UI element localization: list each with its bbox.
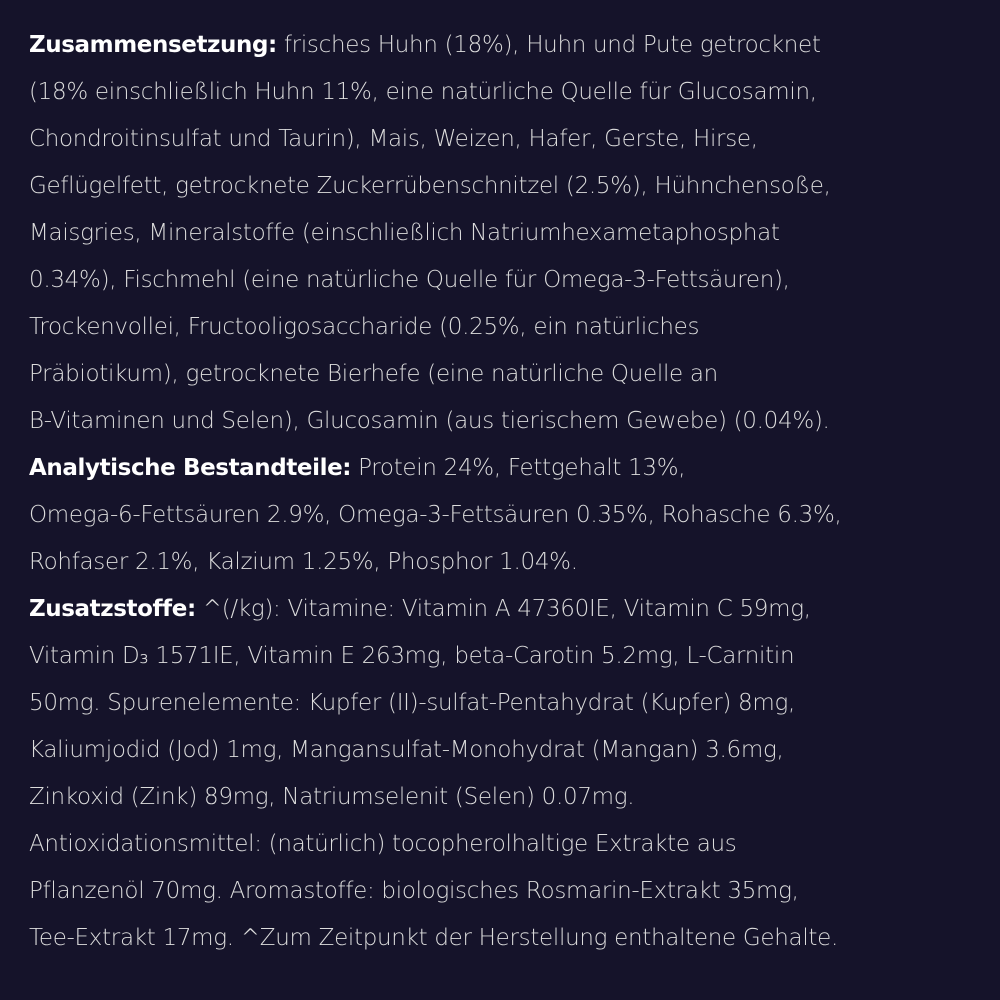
composition-label: Zusammensetzung:: [29, 32, 277, 58]
analytical-line-2: Omega-6-Fettsäuren 2.9%, Omega-3-Fettsäuren 0.35%, Rohasche 6.3%,: [29, 502, 842, 528]
analytical-section: [29, 445, 980, 586]
composition-line-6: 0.34%), Fischmehl (eine natürliche Quelle für Omega-3-Fettsäuren),: [29, 267, 790, 293]
composition-line-1: [29, 22, 980, 69]
composition-line-5: Maisgries, Mineralstoffe (einschließlich Natriumhexametaphosphat: [29, 220, 780, 246]
additives-line-3: 50mg. Spurenelemente: Kupfer (II)-sulfat-Pentahydrat (Kupfer) 8mg,: [29, 690, 795, 716]
composition-line-3: Chondroitinsulfat und Taurin), Mais, Weizen, Hafer, Gerste, Hirse,: [29, 126, 758, 152]
composition-line-2: (18% einschließlich Huhn 11%, eine natürliche Quelle für Glucosamin,: [29, 79, 817, 105]
analytical-text: Protein 24%, Fettgehalt 13%,: [351, 455, 686, 481]
additives-line-4: Kaliumjodid (Jod) 1mg, Mangansulfat-Monohydrat (Mangan) 3.6mg,: [29, 737, 784, 763]
additives-line-7: Pflanzenöl 70mg. Aromastoffe: biologisches Rosmarin-Extrakt 35mg,: [29, 878, 799, 904]
additives-text: ^(/kg): Vitamine: Vitamin A 47360IE, Vitamin C 59mg,: [195, 596, 811, 622]
additives-line-6: Antioxidationsmittel: (natürlich) tocopherolhaltige Extrakte aus: [29, 831, 737, 857]
composition-line-8: Präbiotikum), getrocknete Bierhefe (eine natürliche Quelle an: [29, 361, 718, 387]
additives-line-1: [29, 586, 980, 633]
additives-label: Zusatzstoffe:: [29, 596, 196, 622]
composition-text: frisches Huhn (18%), Huhn und Pute getrocknet: [276, 32, 821, 58]
composition-line-9: B-Vitaminen und Selen), Glucosamin (aus tierischem Gewebe) (0.04%).: [29, 408, 830, 434]
additives-line-8: Tee-Extrakt 17mg. ^Zum Zeitpunkt der Herstellung enthaltene Gehalte.: [29, 925, 838, 951]
additives-line-2: Vitamin D₃ 1571IE, Vitamin E 263mg, beta-Carotin 5.2mg, L-Carnitin: [29, 643, 795, 669]
analytical-line-1: [29, 445, 980, 492]
composition-line-4: Geflügelfett, getrocknete Zuckerrübenschnitzel (2.5%), Hühnchensoße,: [29, 173, 831, 199]
composition-section: [29, 22, 980, 445]
additives-line-5: Zinkoxid (Zink) 89mg, Natriumselenit (Selen) 0.07mg.: [29, 784, 635, 810]
additives-section: [29, 586, 980, 962]
analytical-line-3: Rohfaser 2.1%, Kalzium 1.25%, Phosphor 1.04%.: [29, 549, 578, 575]
composition-line-7: Trockenvollei, Fructooligosaccharide (0.25%, ein natürliches: [29, 314, 700, 340]
analytical-label: Analytische Bestandteile:: [29, 455, 352, 481]
